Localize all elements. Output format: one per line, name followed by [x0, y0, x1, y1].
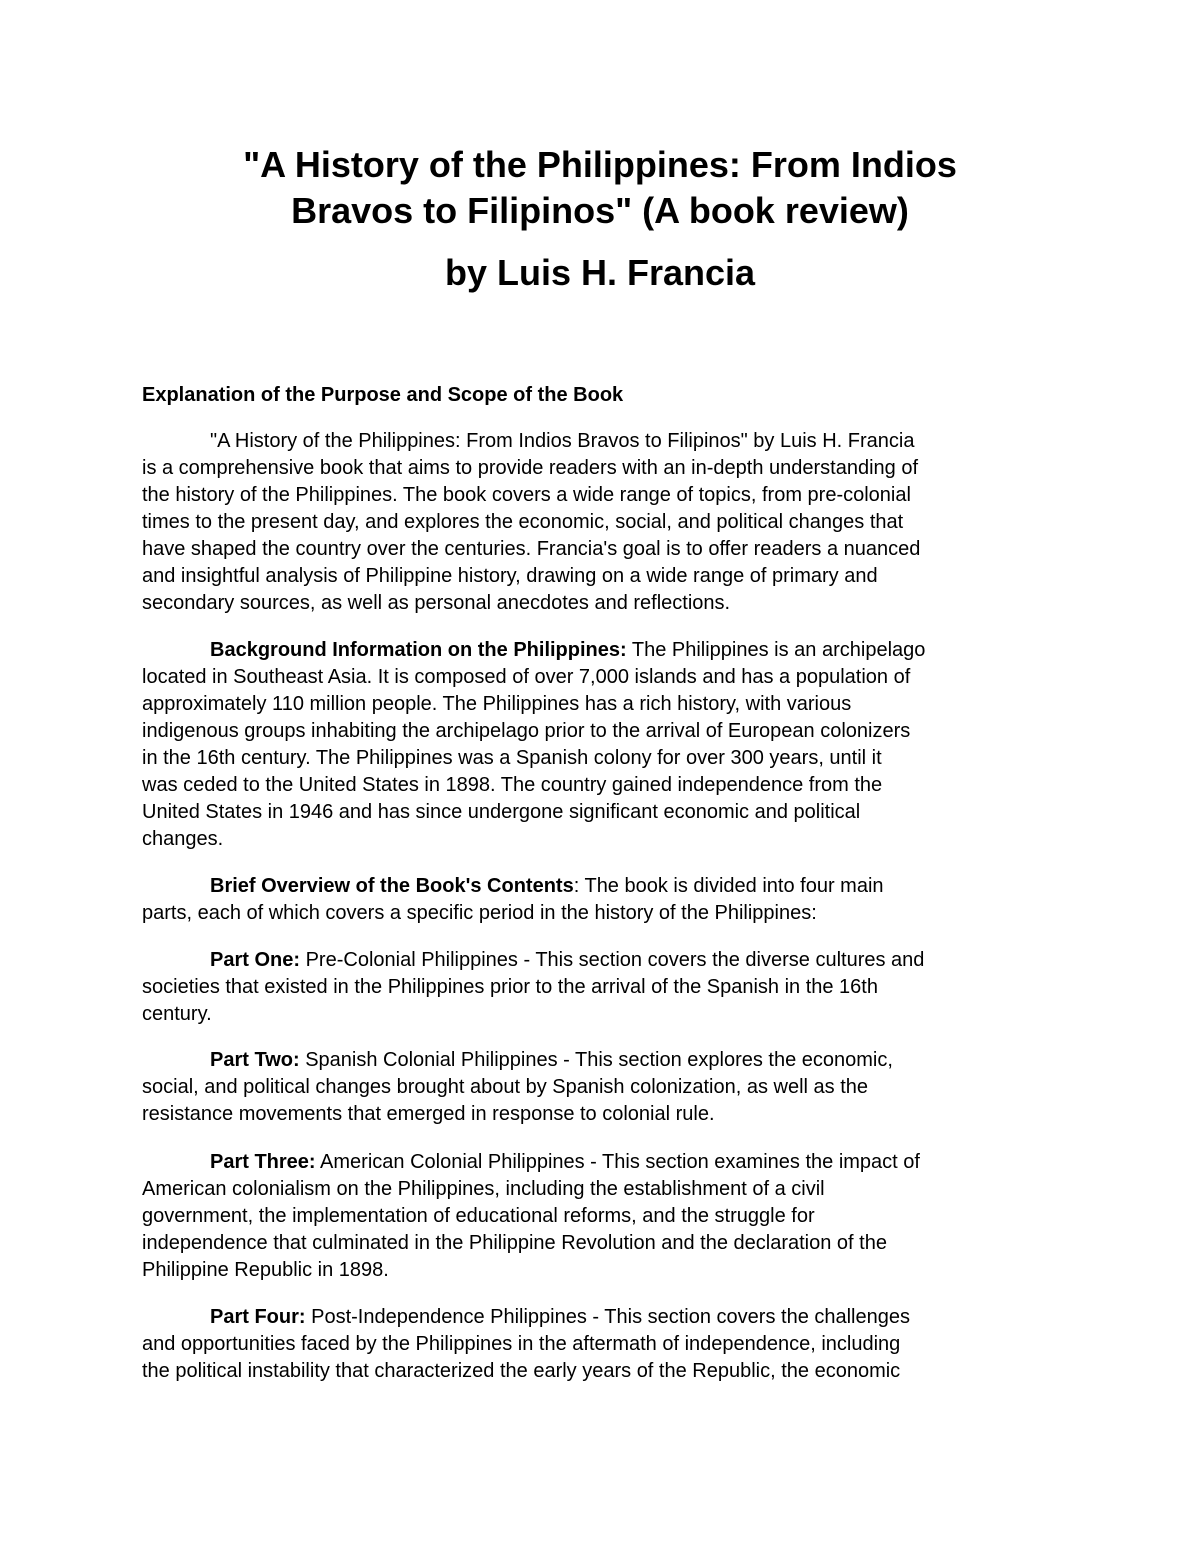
background-line: United States in 1946 and has since undergone significant economic and political [142, 801, 861, 823]
purpose-line: have shaped the country over the centuries. Francia's goal is to offer readers a nuanced [142, 538, 921, 560]
overview-label: Brief Overview of the Book's Contents [210, 875, 574, 897]
part-four-line: Post-Independence Philippines - This section covers the challenges [305, 1306, 910, 1328]
background-line: located in Southeast Asia. It is composed of over 7,000 islands and has a population of [142, 666, 911, 688]
background-line: indigenous groups inhabiting the archipelago prior to the arrival of European colonizers [142, 720, 911, 742]
book-title-line-2: Bravos to Filipinos" (A book review) [291, 190, 909, 231]
part-three-paragraph [142, 1149, 1062, 1284]
background-line: approximately 110 million people. The Philippines has a rich history, with various [142, 693, 852, 715]
part-three-line: independence that culminated in the Philippine Revolution and the declaration of the [142, 1232, 887, 1254]
overview-line: parts, each of which covers a specific period in the history of the Philippines: [142, 902, 817, 924]
part-three-line: American Colonial Philippines - This section examines the impact of [315, 1151, 920, 1173]
part-three-line: American colonialism on the Philippines, including the establishment of a civil [142, 1178, 825, 1200]
background-label: Background Information on the Philippines: [210, 639, 627, 661]
part-one-line: Pre-Colonial Philippines - This section covers the diverse cultures and [300, 949, 925, 971]
background-line: in the 16th century. The Philippines was a Spanish colony for over 300 years, until it [142, 747, 882, 769]
purpose-line: secondary sources, as well as personal anecdotes and reflections. [142, 592, 731, 614]
part-one-paragraph [142, 947, 1062, 1028]
part-two-paragraph [142, 1047, 1062, 1128]
part-two-line: social, and political changes brought about by Spanish colonization, as well as the [142, 1076, 869, 1098]
part-three-label: Part Three: [210, 1151, 316, 1173]
part-four-paragraph [142, 1304, 1062, 1385]
part-four-line: and opportunities faced by the Philippines in the aftermath of independence, including [142, 1333, 901, 1355]
purpose-line: times to the present day, and explores the economic, social, and political changes that [142, 511, 904, 533]
purpose-line: and insightful analysis of Philippine history, drawing on a wide range of primary and [142, 565, 878, 587]
part-two-line: Spanish Colonial Philippines - This section explores the economic, [299, 1049, 893, 1071]
part-two-line: resistance movements that emerged in response to colonial rule. [142, 1103, 715, 1125]
background-paragraph [142, 637, 1062, 853]
part-four-line: the political instability that characterized the early years of the Republic, the economic [142, 1360, 901, 1382]
part-one-label: Part One: [210, 949, 301, 971]
part-one-line: societies that existed in the Philippines prior to the arrival of the Spanish in the 16th [142, 976, 878, 998]
part-four-label: Part Four: [210, 1306, 306, 1328]
section-heading: Explanation of the Purpose and Scope of the Book [142, 384, 624, 406]
purpose-line: is a comprehensive book that aims to provide readers with an in-depth understanding of [142, 457, 919, 479]
part-two-label: Part Two: [210, 1049, 300, 1071]
book-title-line-1: "A History of the Philippines: From Indios [243, 144, 957, 185]
book-author: by Luis H. Francia [444, 252, 756, 293]
background-line: was ceded to the United States in 1898. The country gained independence from the [142, 774, 883, 796]
purpose-paragraph [142, 428, 1062, 617]
purpose-line: the history of the Philippines. The book covers a wide range of topics, from pre-colonial [142, 484, 911, 506]
overview-paragraph [142, 873, 1062, 927]
part-three-line: Philippine Republic in 1898. [142, 1259, 389, 1281]
part-one-line: century. [142, 1003, 212, 1025]
overview-line: : The book is divided into four main [573, 875, 884, 897]
background-line: changes. [142, 828, 224, 850]
part-three-line: government, the implementation of educational reforms, and the struggle for [142, 1205, 815, 1227]
background-line: The Philippines is an archipelago [626, 639, 926, 661]
purpose-line: "A History of the Philippines: From Indios Bravos to Filipinos" by Luis H. Francia [210, 430, 915, 452]
